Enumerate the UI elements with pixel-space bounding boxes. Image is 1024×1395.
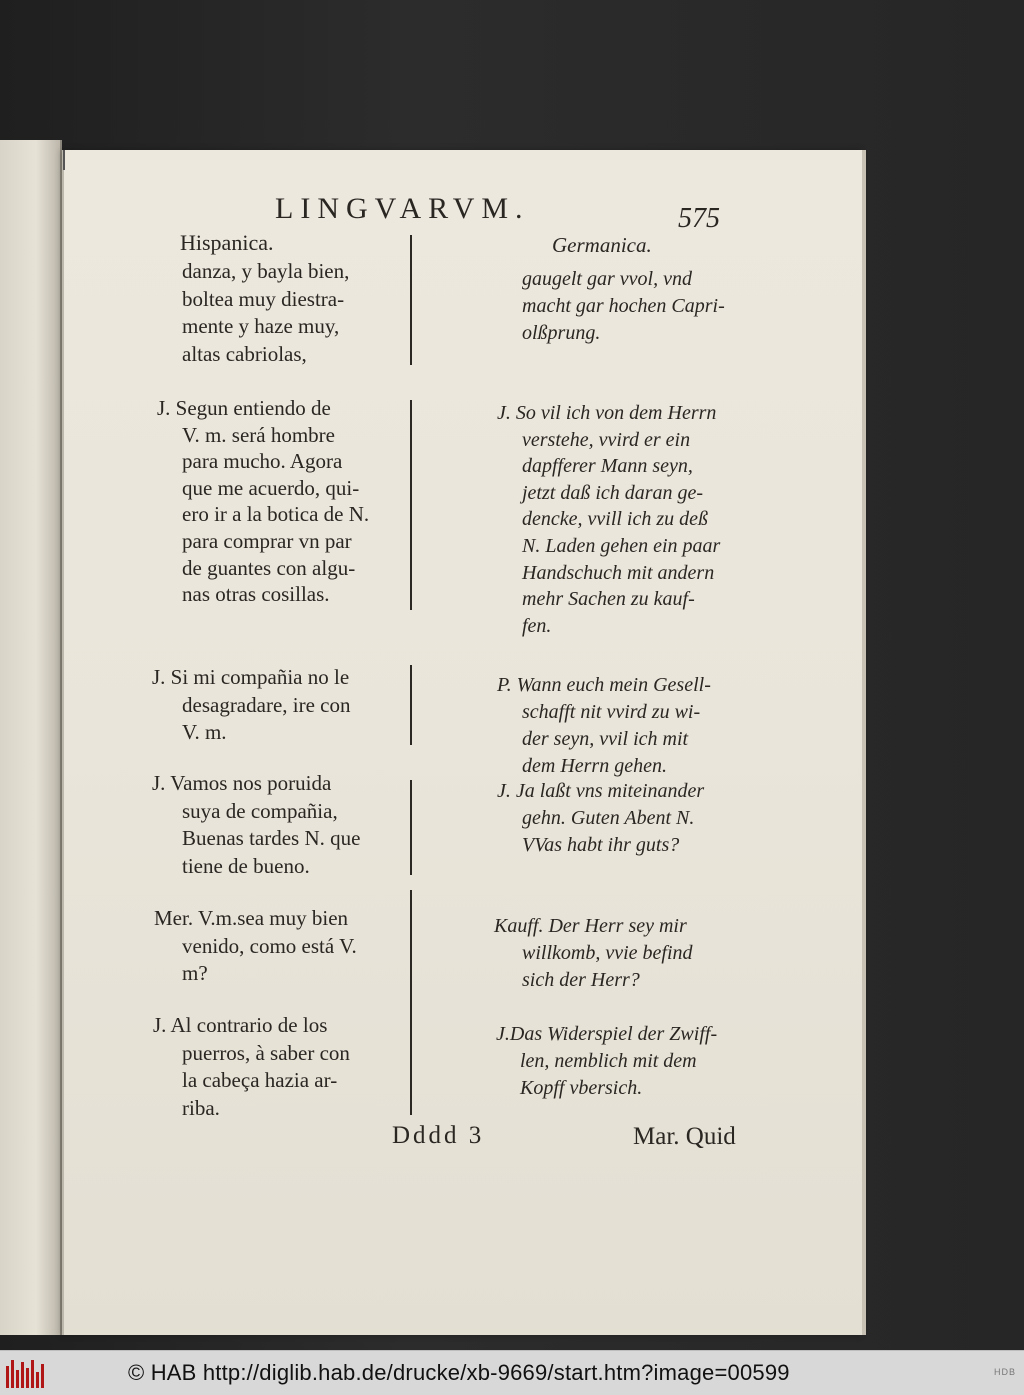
spanish-entry	[182, 258, 349, 368]
german-line: sich der Herr?	[522, 969, 640, 991]
copyright-url-text[interactable]: © HAB http://diglib.hab.de/drucke/xb-9669/start.htm?image=00599	[128, 1360, 790, 1385]
binding-mark	[63, 150, 65, 170]
german-entry	[497, 672, 711, 780]
spanish-line: mente y haze muy,	[182, 314, 340, 338]
german-line: verstehe, vvird er ein	[522, 428, 691, 451]
spanish-entry	[153, 1012, 350, 1122]
column-rule	[410, 400, 412, 610]
spanish-line: danza, y bayla bien,	[182, 259, 350, 283]
spanish-line: V. m.	[182, 720, 227, 744]
spanish-line: suya de compañia,	[182, 798, 338, 823]
spanish-line: altas cabriolas,	[182, 341, 307, 366]
german-line: dencke, vvill ich zu deß	[522, 508, 709, 531]
spanish-line: de guantes con algu-	[182, 555, 356, 580]
german-line: der seyn, vvil ich mit	[522, 728, 689, 750]
spanish-line: m?	[182, 961, 208, 985]
german-line: fen.	[522, 614, 552, 637]
spanish-entry	[152, 664, 350, 747]
german-line: J. So vil ich von dem Herrn	[497, 402, 717, 424]
spanish-line: para comprar vn par	[182, 528, 352, 553]
catchword: Mar. Quid	[633, 1123, 736, 1150]
viewer-mark: HDB	[993, 1367, 1016, 1377]
spanish-line: J. Segun entiendo de	[157, 396, 331, 420]
german-line: schafft nit vvird zu wi-	[522, 701, 701, 723]
spanish-line: que me acuerdo, qui-	[182, 475, 360, 500]
german-entry	[494, 913, 693, 994]
german-entry	[522, 266, 725, 347]
spanish-entry	[152, 770, 360, 880]
column-heading-hispanica: Hispanica.	[180, 230, 274, 255]
column-rule	[410, 890, 412, 1115]
spanish-line: J. Vamos nos poruida	[152, 771, 332, 795]
spanish-line: riba.	[182, 1095, 220, 1120]
german-line: N. Laden gehen ein paar	[522, 534, 721, 557]
spanish-entry	[154, 905, 357, 988]
column-rule	[410, 235, 412, 365]
german-line: Kauff. Der Herr sey mir	[494, 915, 687, 937]
german-line: gehn. Guten Abent N.	[522, 807, 695, 829]
column-heading-germanica: Germanica.	[552, 233, 652, 257]
spanish-line: J. Si mi compañia no le	[152, 665, 350, 689]
signature-mark: Dddd 3	[392, 1122, 485, 1149]
page-number: 575	[678, 203, 720, 234]
barcode-logo-icon	[6, 1358, 46, 1388]
german-line: P. Wann euch mein Gesell-	[497, 674, 711, 696]
spanish-line: boltea muy diestra-	[182, 286, 345, 311]
spanish-line: para mucho. Agora	[182, 449, 343, 474]
page-fore-edge	[862, 150, 866, 1335]
german-line: willkomb, vvie befind	[522, 942, 693, 964]
german-line: J. Ja laßt vns miteinander	[497, 780, 705, 802]
german-line: gaugelt gar vvol, vnd	[522, 268, 692, 290]
spanish-line: puerros, à saber con	[182, 1040, 350, 1065]
german-line: Handschuch mit andern	[522, 561, 715, 584]
spanish-line: tiene de bueno.	[182, 853, 310, 878]
viewer-footer-bar	[0, 1350, 1024, 1395]
german-line: Kopff vbersich.	[520, 1077, 643, 1099]
running-head: LINGVARVM.	[275, 192, 530, 225]
column-rule	[410, 665, 412, 745]
spanish-line: la cabeça hazia ar-	[182, 1068, 338, 1092]
german-entry	[496, 1021, 717, 1102]
german-line: dem Herrn gehen.	[522, 755, 667, 777]
spanish-line: Buenas tardes N. que	[182, 826, 361, 850]
spanish-line: Mer. V.m.sea muy bien	[154, 906, 349, 930]
german-line: macht gar hochen Capri-	[522, 295, 725, 317]
column-rule	[410, 780, 412, 875]
previous-page-edge	[0, 140, 62, 1335]
spanish-line: J. Al contrario de los	[153, 1013, 328, 1037]
spanish-line: nas otras cosillas.	[182, 582, 330, 607]
german-line: mehr Sachen zu kauf-	[522, 588, 695, 611]
german-entry	[497, 400, 720, 639]
german-line: VVas habt ihr guts?	[522, 834, 680, 856]
spanish-line: ero ir a la botica de N.	[182, 502, 370, 527]
spanish-line: desagradare, ire con	[182, 692, 351, 717]
spanish-entry	[157, 395, 369, 608]
german-line: olßprung.	[522, 322, 601, 344]
spanish-line: V. m. será hombre	[182, 422, 335, 447]
german-line: J.Das Widerspiel der Zwiff-	[496, 1023, 718, 1045]
german-line: len, nemblich mit dem	[520, 1050, 697, 1072]
spanish-line: venido, como está V.	[182, 933, 357, 958]
german-line: jetzt daß ich daran ge-	[522, 481, 704, 504]
german-line: dapfferer Mann seyn,	[522, 455, 693, 478]
german-entry	[497, 778, 704, 859]
